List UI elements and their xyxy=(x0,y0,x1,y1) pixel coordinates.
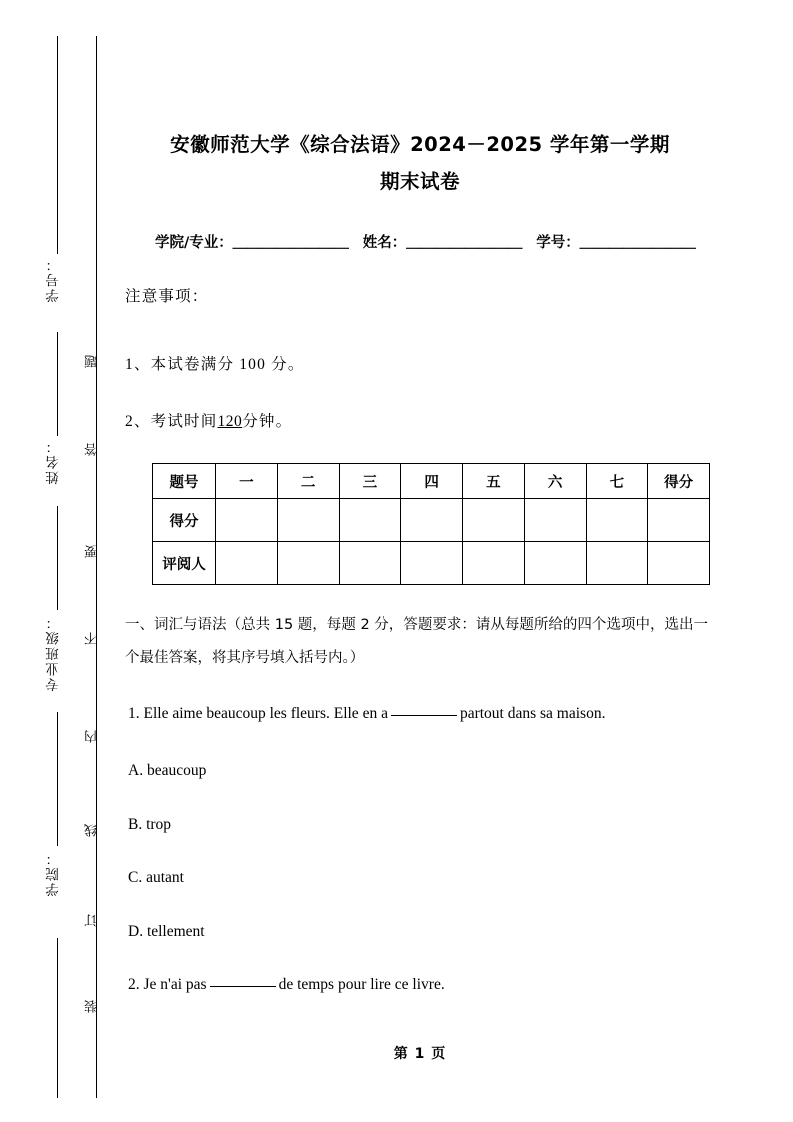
notes-heading: 注意事项： xyxy=(125,288,209,305)
name-label: 姓名： xyxy=(362,235,407,251)
score-cell[interactable] xyxy=(401,499,463,542)
binding-inner-rule xyxy=(96,36,97,1098)
margin-inner-char-2: 答 xyxy=(84,443,99,456)
section-heading-1: 一、词汇与语法（总共 15 题，每题 2 分，答题要求：请从每题所给的四个选项中，选出一个最佳答案，将其序号填入括号内。） xyxy=(125,617,708,666)
student-id-field[interactable]: ＿＿＿＿＿＿＿＿ xyxy=(579,235,696,251)
question-2-text xyxy=(128,976,445,994)
score-table-header-cell: 五 xyxy=(463,464,525,499)
college-major-field[interactable]: ＿＿＿＿＿＿＿＿ xyxy=(232,235,349,251)
score-cell[interactable] xyxy=(586,499,648,542)
question-1-blank[interactable] xyxy=(391,715,457,716)
score-table xyxy=(152,463,710,585)
score-table-header-cell: 二 xyxy=(277,464,339,499)
student-info-line xyxy=(155,231,696,252)
note-2-suffix: 分钟。 xyxy=(242,413,293,430)
score-table-header-cell: 七 xyxy=(586,464,648,499)
margin-inner-char-1: 题 xyxy=(84,355,99,368)
binding-outer-rule-segment xyxy=(57,712,58,846)
binding-outer-rule-segment xyxy=(57,332,58,436)
note-item-1: 1、本试卷满分 100 分。 xyxy=(125,356,305,373)
exam-title-line-2: 期末试卷 xyxy=(379,170,460,193)
name-field[interactable]: ＿＿＿＿＿＿＿＿ xyxy=(406,235,523,251)
question-1-text xyxy=(128,705,605,723)
margin-label-student-id: 学号： xyxy=(46,256,61,303)
page-footer: 第 1 页 xyxy=(393,1046,447,1062)
score-table-header-total: 得分 xyxy=(648,464,710,499)
margin-label-college: 学院： xyxy=(46,850,61,897)
score-cell-total[interactable] xyxy=(648,499,710,542)
margin-inner-char-5: 内 xyxy=(84,730,99,743)
question-2-blank[interactable] xyxy=(210,986,276,987)
margin-label-name: 姓名： xyxy=(46,438,61,485)
question-1-option-b[interactable]: B. trop xyxy=(128,816,172,833)
page-title xyxy=(127,126,713,200)
table-row xyxy=(153,542,710,585)
reviewer-cell[interactable] xyxy=(277,542,339,585)
reviewer-cell[interactable] xyxy=(524,542,586,585)
note-2-prefix: 2、考试时间 xyxy=(125,413,218,430)
binding-outer-rule-segment xyxy=(57,36,58,254)
exam-duration-value[interactable]: 120 xyxy=(217,413,243,430)
binding-outer-rule-segment xyxy=(57,938,58,1098)
exam-title-line-1: 安徽师范大学《综合法语》2024－2025 学年第一学期 xyxy=(170,133,670,156)
student-id-label: 学号： xyxy=(536,235,580,251)
score-cell[interactable] xyxy=(524,499,586,542)
score-table-header-cell: 一 xyxy=(216,464,278,499)
score-cell[interactable] xyxy=(216,499,278,542)
margin-inner-char-8: 装 xyxy=(84,1000,99,1013)
margin-label-class: 专业班级： xyxy=(46,614,61,692)
reviewer-cell[interactable] xyxy=(463,542,525,585)
college-major-label: 学院/专业： xyxy=(155,235,233,251)
margin-inner-char-4: 不 xyxy=(84,632,99,645)
score-table-row-header: 题号 xyxy=(153,464,216,499)
reviewer-cell[interactable] xyxy=(339,542,401,585)
question-1-option-c[interactable]: C. autant xyxy=(128,869,184,886)
score-cell[interactable] xyxy=(339,499,401,542)
score-table-header-cell: 三 xyxy=(339,464,401,499)
score-table-header-cell: 四 xyxy=(401,464,463,499)
reviewer-cell[interactable] xyxy=(216,542,278,585)
question-1-option-a[interactable]: A. beaucoup xyxy=(128,762,207,779)
score-cell[interactable] xyxy=(277,499,339,542)
margin-inner-char-3: 要 xyxy=(84,545,99,558)
margin-inner-char-7: 订 xyxy=(84,914,99,927)
note-item-2 xyxy=(125,409,292,431)
question-2-stem-after: de temps pour lire ce livre. xyxy=(278,976,445,993)
question-2-stem-before: 2. Je n'ai pas xyxy=(128,976,207,993)
question-1-stem-before: 1. Elle aime beaucoup les fleurs. Elle en a xyxy=(128,705,388,722)
score-cell[interactable] xyxy=(463,499,525,542)
question-1-option-d[interactable]: D. tellement xyxy=(128,923,205,940)
reviewer-cell-total[interactable] xyxy=(648,542,710,585)
binding-margin xyxy=(0,0,120,1122)
score-table-row-header: 评阅人 xyxy=(153,542,216,585)
binding-outer-rule-segment xyxy=(57,506,58,610)
table-row xyxy=(153,464,710,499)
score-table-row-header: 得分 xyxy=(153,499,216,542)
question-1-stem-after: partout dans sa maison. xyxy=(459,705,606,722)
reviewer-cell[interactable] xyxy=(401,542,463,585)
margin-inner-char-6: 线 xyxy=(84,824,99,837)
table-row xyxy=(153,499,710,542)
reviewer-cell[interactable] xyxy=(586,542,648,585)
score-table-header-cell: 六 xyxy=(524,464,586,499)
